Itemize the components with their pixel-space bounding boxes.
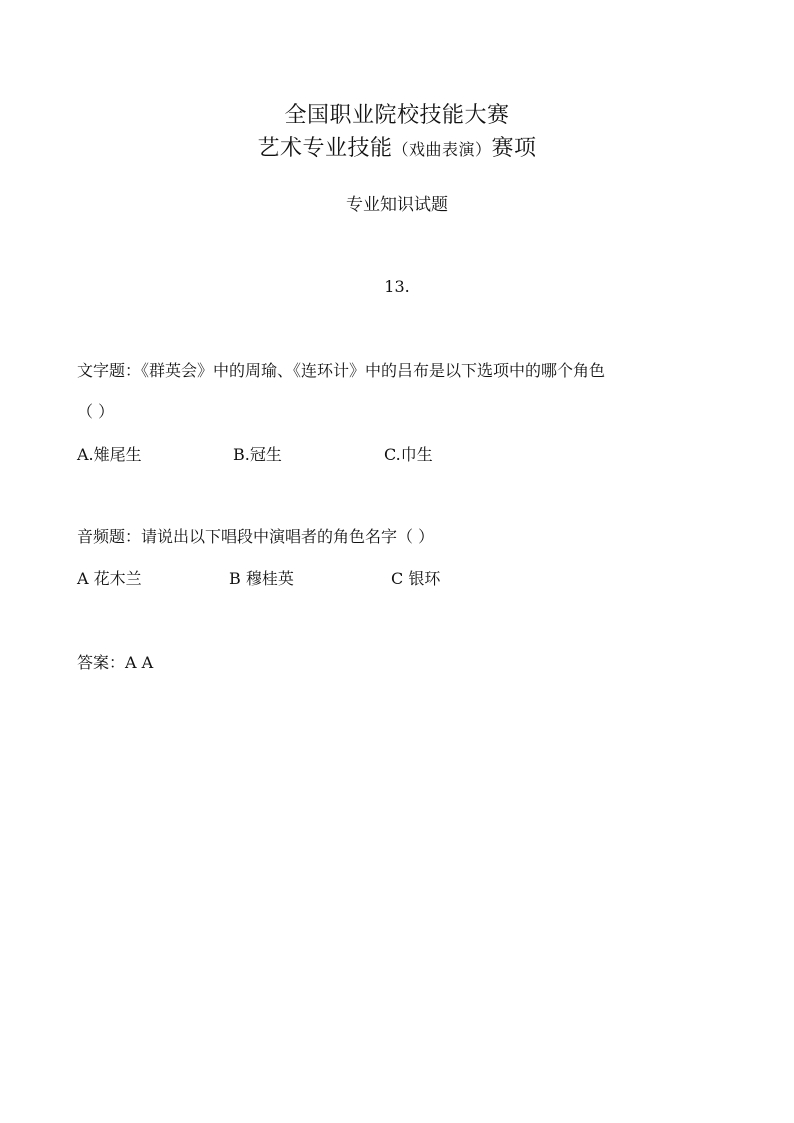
text-option-b: B.冠生 xyxy=(233,445,282,464)
text-option-a: A.雉尾生 xyxy=(77,445,142,464)
text-question-prompt: 文字题：《群英会》中的周瑜、《连环计》中的吕布是以下选项中的哪个角色 xyxy=(77,361,606,380)
audio-option-c: C 银环 xyxy=(391,569,441,588)
title-end: 赛项 xyxy=(491,136,537,161)
exam-title-line-1: 全国职业院校技能大赛 xyxy=(284,103,510,128)
answer-line: 答案：A A xyxy=(77,653,154,672)
text-question-blank: （ ） xyxy=(77,402,115,421)
exam-title-line-2 xyxy=(0,131,794,162)
audio-option-a: A 花木兰 xyxy=(77,569,142,588)
exam-subtitle: 专业知识试题 xyxy=(346,195,448,215)
audio-option-b: B 穆桂英 xyxy=(229,569,294,588)
text-option-c: C.巾生 xyxy=(384,445,433,464)
title-paren: （戏曲表演） xyxy=(392,140,492,159)
question-number: 13. xyxy=(384,277,410,296)
audio-question-prompt: 音频题：请说出以下唱段中演唱者的角色名字（ ） xyxy=(77,527,435,546)
title-main: 艺术专业技能 xyxy=(257,136,393,161)
